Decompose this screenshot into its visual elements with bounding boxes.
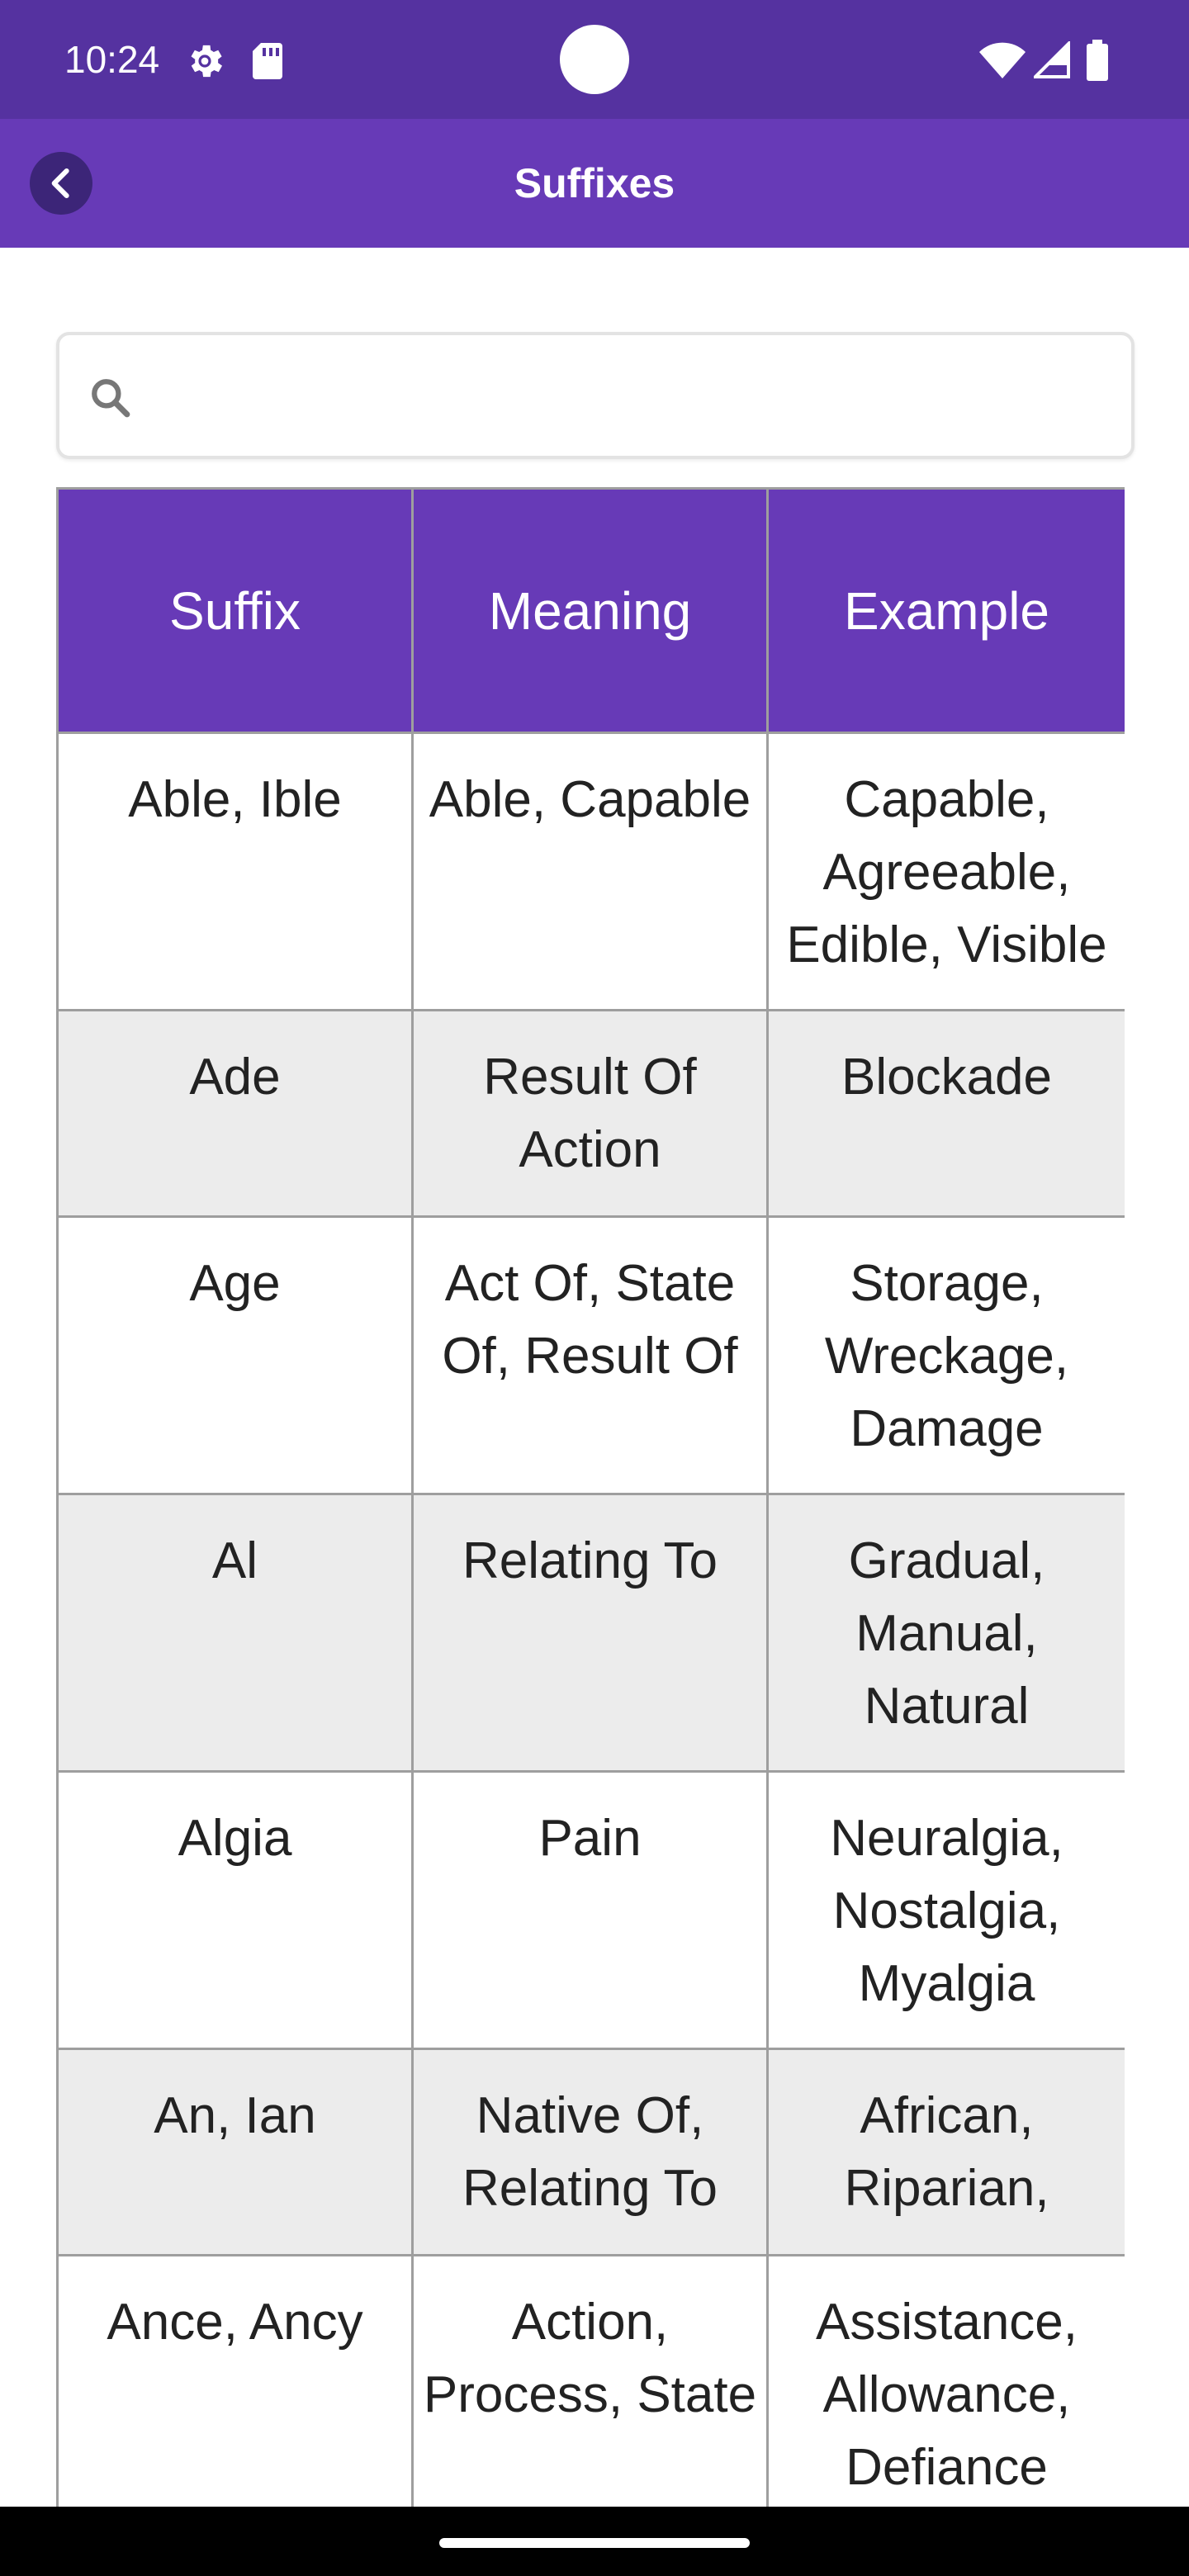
cell-suffix: Ade — [58, 1011, 413, 1217]
back-button[interactable] — [30, 152, 92, 215]
header-suffix: Suffix — [58, 489, 413, 733]
home-gesture-handle[interactable] — [439, 2538, 750, 2548]
cell-meaning: Native Of, Relating To — [413, 2049, 768, 2256]
cell-example: Blockade — [768, 1011, 1125, 1217]
header-example: Example — [768, 489, 1125, 733]
search-box[interactable] — [56, 332, 1135, 459]
cell-example: Gradual, Manual, Natural — [768, 1494, 1125, 1772]
table-row — [58, 1494, 1125, 1772]
cell-suffix: Ance, Ancy — [58, 2256, 413, 2507]
page-title: Suffixes — [514, 160, 675, 206]
battery-icon — [1087, 40, 1108, 81]
cell-meaning: Able, Capable — [413, 733, 768, 1011]
cell-example: African, Riparian, — [768, 2049, 1125, 2256]
table-header-row — [58, 489, 1125, 733]
cell-suffix: Able, Ible — [58, 733, 413, 1011]
table-row — [58, 1217, 1125, 1494]
cell-suffix: An, Ian — [58, 2049, 413, 2256]
cell-example: Neuralgia, Nostalgia, Myalgia — [768, 1772, 1125, 2049]
table-row — [58, 1772, 1125, 2049]
status-time: 10:24 — [64, 38, 160, 81]
cell-meaning: Relating To — [413, 1494, 768, 1772]
chevron-left-icon — [45, 167, 78, 200]
cell-suffix: Algia — [58, 1772, 413, 2049]
table-row — [58, 733, 1125, 1011]
table-row — [58, 2256, 1125, 2507]
cell-example: Assistance, Allowance, Defiance — [768, 2256, 1125, 2507]
cell-meaning: Act Of, State Of, Result Of — [413, 1217, 768, 1494]
navigation-bar — [0, 2507, 1189, 2576]
search-input[interactable] — [150, 352, 1108, 439]
cell-meaning: Result Of Action — [413, 1011, 768, 1217]
signal-icon — [1034, 41, 1070, 79]
cell-suffix: Age — [58, 1217, 413, 1494]
header-meaning: Meaning — [413, 489, 768, 733]
camera-cutout — [560, 25, 629, 94]
app-bar — [0, 119, 1189, 248]
suffix-table — [56, 487, 1125, 2507]
gear-icon — [183, 40, 226, 83]
wifi-icon — [979, 41, 1026, 79]
sd-card-icon — [251, 41, 284, 81]
suffix-table-container[interactable] — [56, 487, 1125, 2507]
search-icon — [89, 376, 130, 418]
cell-meaning: Action, Process, State — [413, 2256, 768, 2507]
cell-meaning: Pain — [413, 1772, 768, 2049]
cell-example: Storage, Wreckage, Damage — [768, 1217, 1125, 1494]
cell-example: Capable, Agreeable, Edible, Visible — [768, 733, 1125, 1011]
status-bar — [0, 0, 1189, 119]
table-row — [58, 2049, 1125, 2256]
cell-suffix: Al — [58, 1494, 413, 1772]
table-row — [58, 1011, 1125, 1217]
